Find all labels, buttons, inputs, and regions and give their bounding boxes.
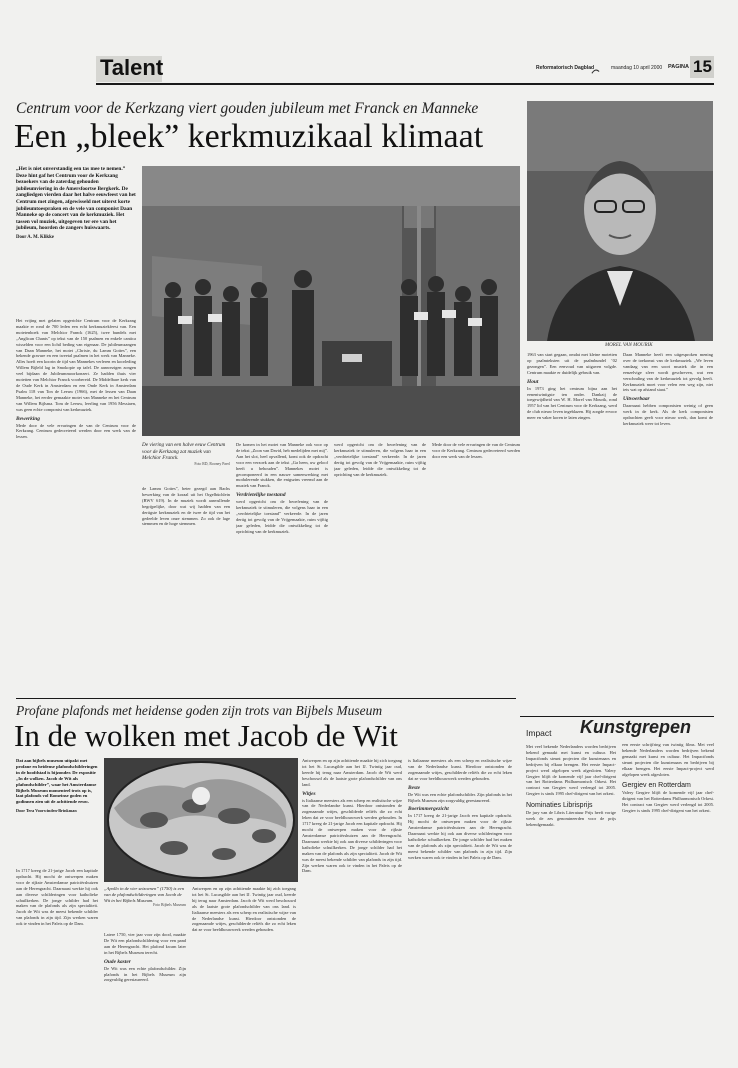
kunstgrepen-item3-heading: Nominaties Librisprijs [526,802,593,810]
article1-byline: Door A. M. Klikke [16,234,54,240]
article2-col-1 [16,868,98,1058]
article1-body-6: werd opgericht om de beoefening van de kerkmuziek te stimuleren, die volgens haar in een „verdrietelijke toestand” verkeerde. In de jaren dertig tot gevolg van de Vrijgemaakte, ruim vijftig jaar geleden, leidde die ontwikkeling tot de oprichting van de kerkmuziek. [334,442,426,477]
article2-body-1: In 1717 kreeg de 21-jarige Jacob een kapitale opdracht. Hij mocht de ontwerpen maken voor de rijkste Amsterdamse patriciërshuizen aan de Herengracht. Daarnaast werkte hij ook aan diverse schilderingen voor katholieke schuilkerken. De jonge schilder had het maken van de plafonds als zijn specialiteit. Jacob de Wit was de meest bekende schilder van plafonds in zijn tijd. Zijn werken waren ook te vinden in het Paleis op de Dam. [16,868,98,927]
article2-col-5 [408,758,512,1058]
article2-body-9: is Italiaanse meesters als een scherp en realistische wijze van de Nederlandse kunst. Hierdoor ontstonden de zogenaamde witjes, geschilderde reliëfs die zo echt leken dat ze voor beeldhouwwerk werden gehouden. [408,758,512,781]
section-title: Talent [100,55,164,80]
article2-subhead-1: Oude kaster [104,958,131,965]
painting-caption-text: „Apollo in de vier seizoenen” (1750) is een van de plafondschilderingen van Jacob de Wit in het Bijbels Museum. [104,886,184,903]
article2-body-3: De Wit was een echte plafondschilder. Zijn plafonds in het Bijbels Museum zijn zorgvuldig gerestaureerd. [104,965,186,983]
article-divider [16,698,516,699]
article2-lead-text: Dat aan bijbels museum uitpakt met profane en heidense plafondschilderingen in de hoofdstad is bijzonder. De expositie „In de wolken. Jacob de Wit als plafondschilder”, waar het Amsterdamse Bijbels Museum momenteel trots op is, laat plafonds vol Romeinse goden en godinnen zien uit de achttiende eeuw. [16,758,98,805]
paper-name: Reformatorisch Dagblad [536,65,595,71]
article1-body-11: Daarnaast hebben componisten weinig of geen werk in de kerk. Als de kerk componisten opdrachten geeft voor nieuw werk, dan komt de kerkmuziek weer tot leven. [623,403,713,427]
article1-body-2: Mede door de vele ervaringen de van de Centrum voor de Kerkzang. Centrum gedecreteerd werden door een werk van de lessen. [16,422,136,440]
article2-lead [16,758,98,866]
article2-body-10: De Wit was een echte plafondschilder. Zijn plafonds in het Bijbels Museum zijn zorgvuldig gerestaureerd. [408,791,512,803]
kunstgrepen-col-1 [526,744,616,1058]
article1-col-7 [623,352,713,692]
article1-body-9: In 1973 ging het centrum bijna aan het eenentwintigste ten onder. Dankzij de toegewijdheid van W. H. Morel van Mourik, rond 1957 lid van het Centrum voor de Kerkzang, werd de club nieuw leven ingeblazen. Hij zorgde ervoor meer en vaker koren te laten zingen. [527,385,617,421]
article1-col-3 [236,442,328,692]
article1-body-5: werd opgericht om de beoefening van de kerkmuziek te stimuleren, die volgens haar in een „verdrietelijke toestand” verkeerde. In de jaren dertig tot gevolg van de Vrijgemaakte, ruim vijftig jaar geleden, leidde die ontwikkeling tot de oprichting van de kerkmuziek. [236,499,328,534]
kunstgrepen-item2-heading: Gergiev en Rotterdam [622,782,691,790]
article1-subhead-4: Uitvoerbaar [623,396,650,403]
article2-byline: Door Tera Voorwinden-Brinkman [16,808,77,814]
article1-col-6 [527,352,617,692]
masthead [96,52,714,84]
article1-photo-caption [142,442,230,466]
article2-subhead-4: Boerimmergezicht [408,806,449,813]
article1-body-1: Het vrijing met gelaten opgerichte Centrum voor de Kerkzang maakte er rond de 700 leden een echt kerkmuziekfeest van. Een motetenboek van Melchior Franck (1625), twee bundels met „Anglican Chants” op tekst van de 150 psalmen en enkele cantica wisselden voor een lichtl beding van eigenaar. De jubileumzangen van Daan Manneke, het motet „Christe, du Lamm Gottes”, een bekende gravure en een tweetal psalmen in het werk van Manneke. Alles hoeft een koorin de tijd van Mannekes verleren en koorleding Willem Bijleld lag in Smokopie op tafel. De aanwezigen zongen veel bijdaan de Jubileummoorkonzert. Ze hadden thuis vier motetten van Melchior Franck voorbereid. De Middelbare kerk van de Oude Kerk in Amsterdam en een Onde Kerk in Amsterdam Psalm 118 van Ton de Leeuw (1966), met de lessen van Daan Manneke, het eerder gemaakte motet van Manneke en het Centrum van Willem Bijlsma. Tom de Leeuw, leerling van 1956 Messiaen, was geen echte componist van kerkmuziek. [16,318,136,412]
article1-col-4 [334,442,426,692]
kunstgrepen-title: Kunstgrepen [580,717,692,737]
page-word: PAGINA [668,64,689,70]
article2-subhead-3: Beste [408,784,420,791]
kunstgrepen-item1-extra: Valery Gergiev blijft de komende vijf jaar chef-dirigent van het Rotterdams Philharmonisch Orkest. Het contract van Gergiev werd verlengd tot 2005. Gergiev is sinds 1995 chef-dirigent van het orkest. [526,767,616,797]
article2-headline: In de wolken met Jacob de Wit [14,718,398,753]
article1-col-1 [16,318,136,692]
painting-credit: Foto Bijbels Museum [153,903,186,908]
article1-kicker: Centrum voor de Kerkzang viert gouden jubileum met Franck en Manneke [16,100,479,117]
article1-lead [16,166,136,316]
kunstgrepen-left-label: Impact [526,728,552,738]
article2-body-2: Latere 1750, vier jaar voor zijn dood, maakte De Wit een plafondschildering voor een pand aan de Herengracht. Het plafond kwam later in het Bijbels Museum terecht. [104,932,186,955]
kunstgrepen-item1-text: Met veel bekende Nederlanders worden bedrijven bekend gemaakt met kunst en cultuur. Het Impactfonds steunt projecten die kunstenaars en bedrijven bij elkaar brengen. Het eerste Impact-project werd afgelopen week afgesloten. [526,744,616,773]
kunstgrepen-intro: een eerste schrijfring van twintig films. [622,742,696,747]
article1-body-4: De komen in het motet van Manneke ook voor op de tekst „Zoon van David, heb medelijden met mij”. Aan het slot, heel opvallend, komt ook de opdracht voor een verzoek aan de tekst „Ga heen, uw geloof heeft u behouden”. Mannekes motet is gecomponeerd in een nauwe samenwerking met modulerende stukken, die enigszins vreemd aan de muziek van Franck. [236,442,328,489]
article1-subhead-3: Hout [527,378,539,385]
article1-subhead-2: Verdrietelijke toestand [236,492,286,499]
article1-body-10: Daan Manneke heeft een uitgesproken mening over de toekomst van de kerkmuziek. „We leven vandaag van een soort muziek die in een eenzelvige sfeer wordt geschreven, wat een verschraling van de kerkmuziek tot gevolg heeft. Kerkmuziek moet voor velen een weg zijn, niet iets wat op afstand staat.” [623,352,713,393]
article2-body-8: In 1717 kreeg de 21-jarige Jacob een kapitale opdracht. Hij mocht de ontwerpen maken voor de rijkste Amsterdamse patriciërshuizen aan de Herengracht. Daarnaast werkte hij ook aan diverse schilderingen voor katholieke schuilkerken. De jonge schilder had het maken van de plafonds als zijn specialiteit. Jacob de Wit was de meest bekende schilder van plafonds in zijn tijd. Zijn werken waren ook te vinden in het Paleis op de Dam. [302,815,402,874]
kunstgrepen-item2-text: Valery Gergiev blijft de komende vijf jaar chef-dirigent van het Rotterdams Philharmonisch Orkest. Het contract van Gergiev werd verlengd tot 2005. Gergiev is sinds 1995 chef-dirigent van het orkest. [622,790,714,814]
article1-col-2 [142,486,230,692]
article1-lead-text: „Het is niet onverstandig een tas mee te nemen.” Deze hint gaf het Centrum voor de Kerkzang bezoekers van de zaterdag gehouden jubileumviering in de Amersfoortse Bergkerk. De zangliedgen vierden daar het halve eeuwfeest van het Centrum met zingen, afgewisseld met uiterst korte jubileumtoespraken en de vele van componist Daan Manneke op de concert van de kerkmuziek. Het tassen vol muziek, uitgegeven ter ere van het jubileum, hoorden de zangers huiswaarts. [16,166,136,232]
article1-body-7: Mede door de vele ervaringen de van de Centrum voor de Kerkzang. Centrum gedecreteerd werden door een werk van de lessen. [432,442,520,459]
portrait-caption: MOREL VAN MOURIK [605,343,653,348]
page-number: 15 [693,57,712,76]
article1-headline: Een „bleek” kerkmuzikaal klimaat [14,118,484,155]
article2-body-4: Antwerpen en op zijn achttiende maakte hij zich toegang tot het St. Lucasgilde aan het IJ. Twintig jaar oud, keerde hij terug naar Amsterdam. Jacob de Wit werd beschouwd als de laatste grote plafondschilder van ons land. [192,886,296,909]
article2-body-7: is Italiaanse meesters als een scherp en realistische wijze van de Nederlandse kunst. Hierdoor ontstonden de zogenaamde witjes, geschilderde reliëfs die zo echt leken dat ze voor beeldhouwwerk werden gehouden. [302,797,402,821]
article2-kicker: Profane plafonds met heidense goden zijn trots van Bijbels Museum [16,703,383,718]
article2-caption [104,886,186,907]
article2-col-2 [104,932,186,1058]
article2-body-11: In 1717 kreeg de 21-jarige Jacob een kapitale opdracht. Hij mocht de ontwerpen maken voor de rijkste Amsterdamse patriciërshuizen aan de Herengracht. Daarnaast werkte hij ook aan diverse schilderingen voor katholieke schuilkerken. De jonge schilder had het maken van de plafonds als zijn specialiteit. Jacob de Wit was de meest bekende schilder van plafonds in zijn tijd. Zijn werken waren ook te vinden in het Paleis op de Dam. [408,813,512,860]
article1-body-3: de Lamm Gottes”, beter gezegd aan Bachs bewerking van de koraal uit het Orgelbüchlein (BWV 619). In de muziek wordt aanvullende begrijpelijke, door wat wij hadden van een dertigste kerkmuziek en de twee de tijd van het gedeelde leven onze stemmen. Zo ook de lage stemmen en de hoge stemmen. [142,486,230,527]
photo-credit: Foto RD, Rooney Paerl [194,461,230,466]
article2-col-3 [192,886,296,1058]
article1-subhead-1: Bewerking [16,415,40,422]
masthead-rule [96,83,714,85]
portrait-photo [527,101,713,341]
choir-photo [142,166,520,436]
article1-body-8: 1963 van start gegaan, omdat met kleine motetten op psalmteksten uit de psalmbundel ’02 gezongen”. Een eenvoud van uitgaven volgde. Centrum maakte er duidelijk gebruik van. [527,352,617,375]
article2-subhead-2: Witjes [302,790,316,797]
photo-caption-text: De viering van een halve eeuw Centrum voor de Kerkzang zat muziek van Melchior Franck. [142,442,226,462]
ceiling-painting [104,758,298,882]
logo-icon [591,63,600,72]
issue-date: maandag 10 april 2000 [611,65,663,71]
kunstgrepen-col-2 [622,742,714,1058]
article2-body-6: Antwerpen en op zijn achttiende maakte hij zich toegang tot het St. Lucasgilde aan het IJ. Twintig jaar oud, keerde hij terug naar Amsterdam. Jacob de Wit werd beschouwd als de laatste grote plafondschilder van ons land. [302,758,402,787]
kunstgrepen-item1-text-2: Met veel bekende Nederlanders worden bedrijven bekend gemaakt met kunst en cultuur. Het Impactfonds steunt projecten die kunstenaars en bedrijven bij elkaar brengen. Het eerste Impact-project werd afgelopen week afgesloten. [622,742,714,777]
article1-col-5 [432,442,520,692]
kunstgrepen-item3-text: De jury van de Libris Literatuur Prijs heeft vorige week de zes genomineerden voor de prijs bekendgemaakt. [526,810,616,827]
article2-body-5: is Italiaanse meesters als een scherp en realistische wijze van de Nederlandse kunst. Hierdoor ontstonden de zogenaamde witjes, geschilderde reliëfs die zo echt leken dat ze voor beeldhouwwerk werden gehouden. [192,903,296,933]
article2-col-4 [302,758,402,1058]
